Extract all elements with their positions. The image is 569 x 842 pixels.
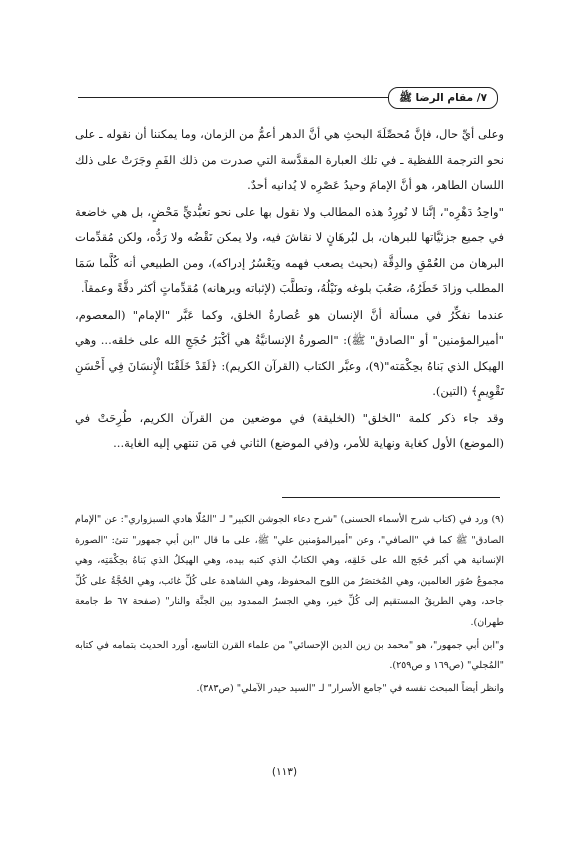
footnote-separator: [282, 497, 500, 498]
page-number: (١١٣): [271, 766, 298, 778]
running-header: ٧/ مقام الرضا ﷺ: [388, 87, 498, 109]
paragraph: وعلى أيِّ حال، فإنَّ مُحصِّلَةَ البحثِ هي أنَّ الدهر أعمُّ من الزمان، وما يمكننا أن نقوله ـ على نحو الترجمة اللفظية ـ في تلك العبارة المقدَّسة التي صدرت من ذلك الفَمِ وجَرَتْ على ذلك اللسان الطاهر، هو أنَّ الإمامَ وحيدُ عَصْرِه لا يُدانيه أحدٌ.: [75, 127, 504, 192]
footnote-continuation: و"ابن أبي جمهور"، هو "محمد بن زين الدين الإحسائي" من علماء القرن التاسع، أورد الحديث بتمامه في كتابه "المُجلي" (ص١٦٩ و ص٢٥٩).: [75, 639, 504, 672]
paragraph: عندما نفكِّرُ في مسألة أنَّ الإنسان هو عُصارةُ الخلق، وكما عَبَّر "الإمام" (المعصوم، "أميرالمؤمنين" أو "الصادق" ﷺ): "الصورةُ الإنسانيَّةُ هي أكْبَرُ حُجَجِ الله على خلقه... وهي الهيكل الذي بَناهُ بحِكْمَته"(٩)، وعبَّر الكتاب (القرآن الكريم): ﴿لَقَدْ خَلَقْنَا الْإِنسَانَ فِي أَحْسَنِ تَقْوِيمٍ﴾ (التين).: [75, 307, 504, 398]
footnotes: [75, 510, 504, 699]
footnote: (٩) ورد في (كتاب شرح الأسماء الحسنى) "شرح دعاء الجوشن الكبير" لـ "المُلّا هادي السبزواري": عن "الإمام الصادق" ﷺ كما في "الصافي"، وعن "أميرالمؤمنين علي" ﷺ، على ما قال "ابن أبي جمهور" تتئ: "الصورة الإنسانية هي أكبر حُجَج الله على خَلقِه، وهي الكتابُ الذي كتبه بيده، وهي الهيكلُ الذي بَناهُ بحِكْمَتِه، وهي مجموعُ صُوَر العالمين، وهي المُختصَرُ من اللوح المحفوظ، وهي الشاهدة على كُلِّ غائب، وهي الحُجَّةُ على كُلِّ جاحد، وهي الطريقُ المستقيم إلى كُلِّ خير، وهي الجسرُ الممدود بين الجنَّة والنار" (صفحة ٦٧ ط جامعة طهران).: [75, 514, 504, 628]
main-text: [75, 122, 504, 457]
paragraph: وقد جاء ذكر كلمة "الخلق" (الخليقة) في موضعين من القرآن الكريم، طُرِحَتْ في (الموضع) الأول كغاية ونهاية للأمر، و(في الموضع) الثاني في مَن تنتهي إليه الغاية...: [75, 410, 504, 450]
footnote-continuation: وانظر أيضاً المبحث نفسه في "جامع الأسرار" لـ "السيد حيدر الآملي" (ص٣٨٣).: [196, 682, 504, 694]
paragraph: "واحِدُ دَهْرِه"، إنَّنا لا نُورِدُ هذه المطالب ولا نقول بها على نحو تعبُّديٍّ مَحْضٍ، بل هي خاضعة في جميع جزئيَّاتها للبرهان، بل لبُرهَانٍ لا نقاشَ فيه، ولا يمكن نَقْضُه ولا رَدُّه، ولكن مُقدِّمات البرهان من العُمْقِ والدِقَّة (بحيث يصعب فهمه ويَعْسُرُ إدراكه)، ومن الطبيعي أنه كُلَّما سَمَا المطلب وزادَ خَطَرُهُ، صَعُبَ بلوغه ونَيْلُهُ، وتطلَّبَ (لإثباته وبرهانه) مُقدِّماتٍ أكثر دقَّةً وعمقاً.: [75, 204, 504, 295]
